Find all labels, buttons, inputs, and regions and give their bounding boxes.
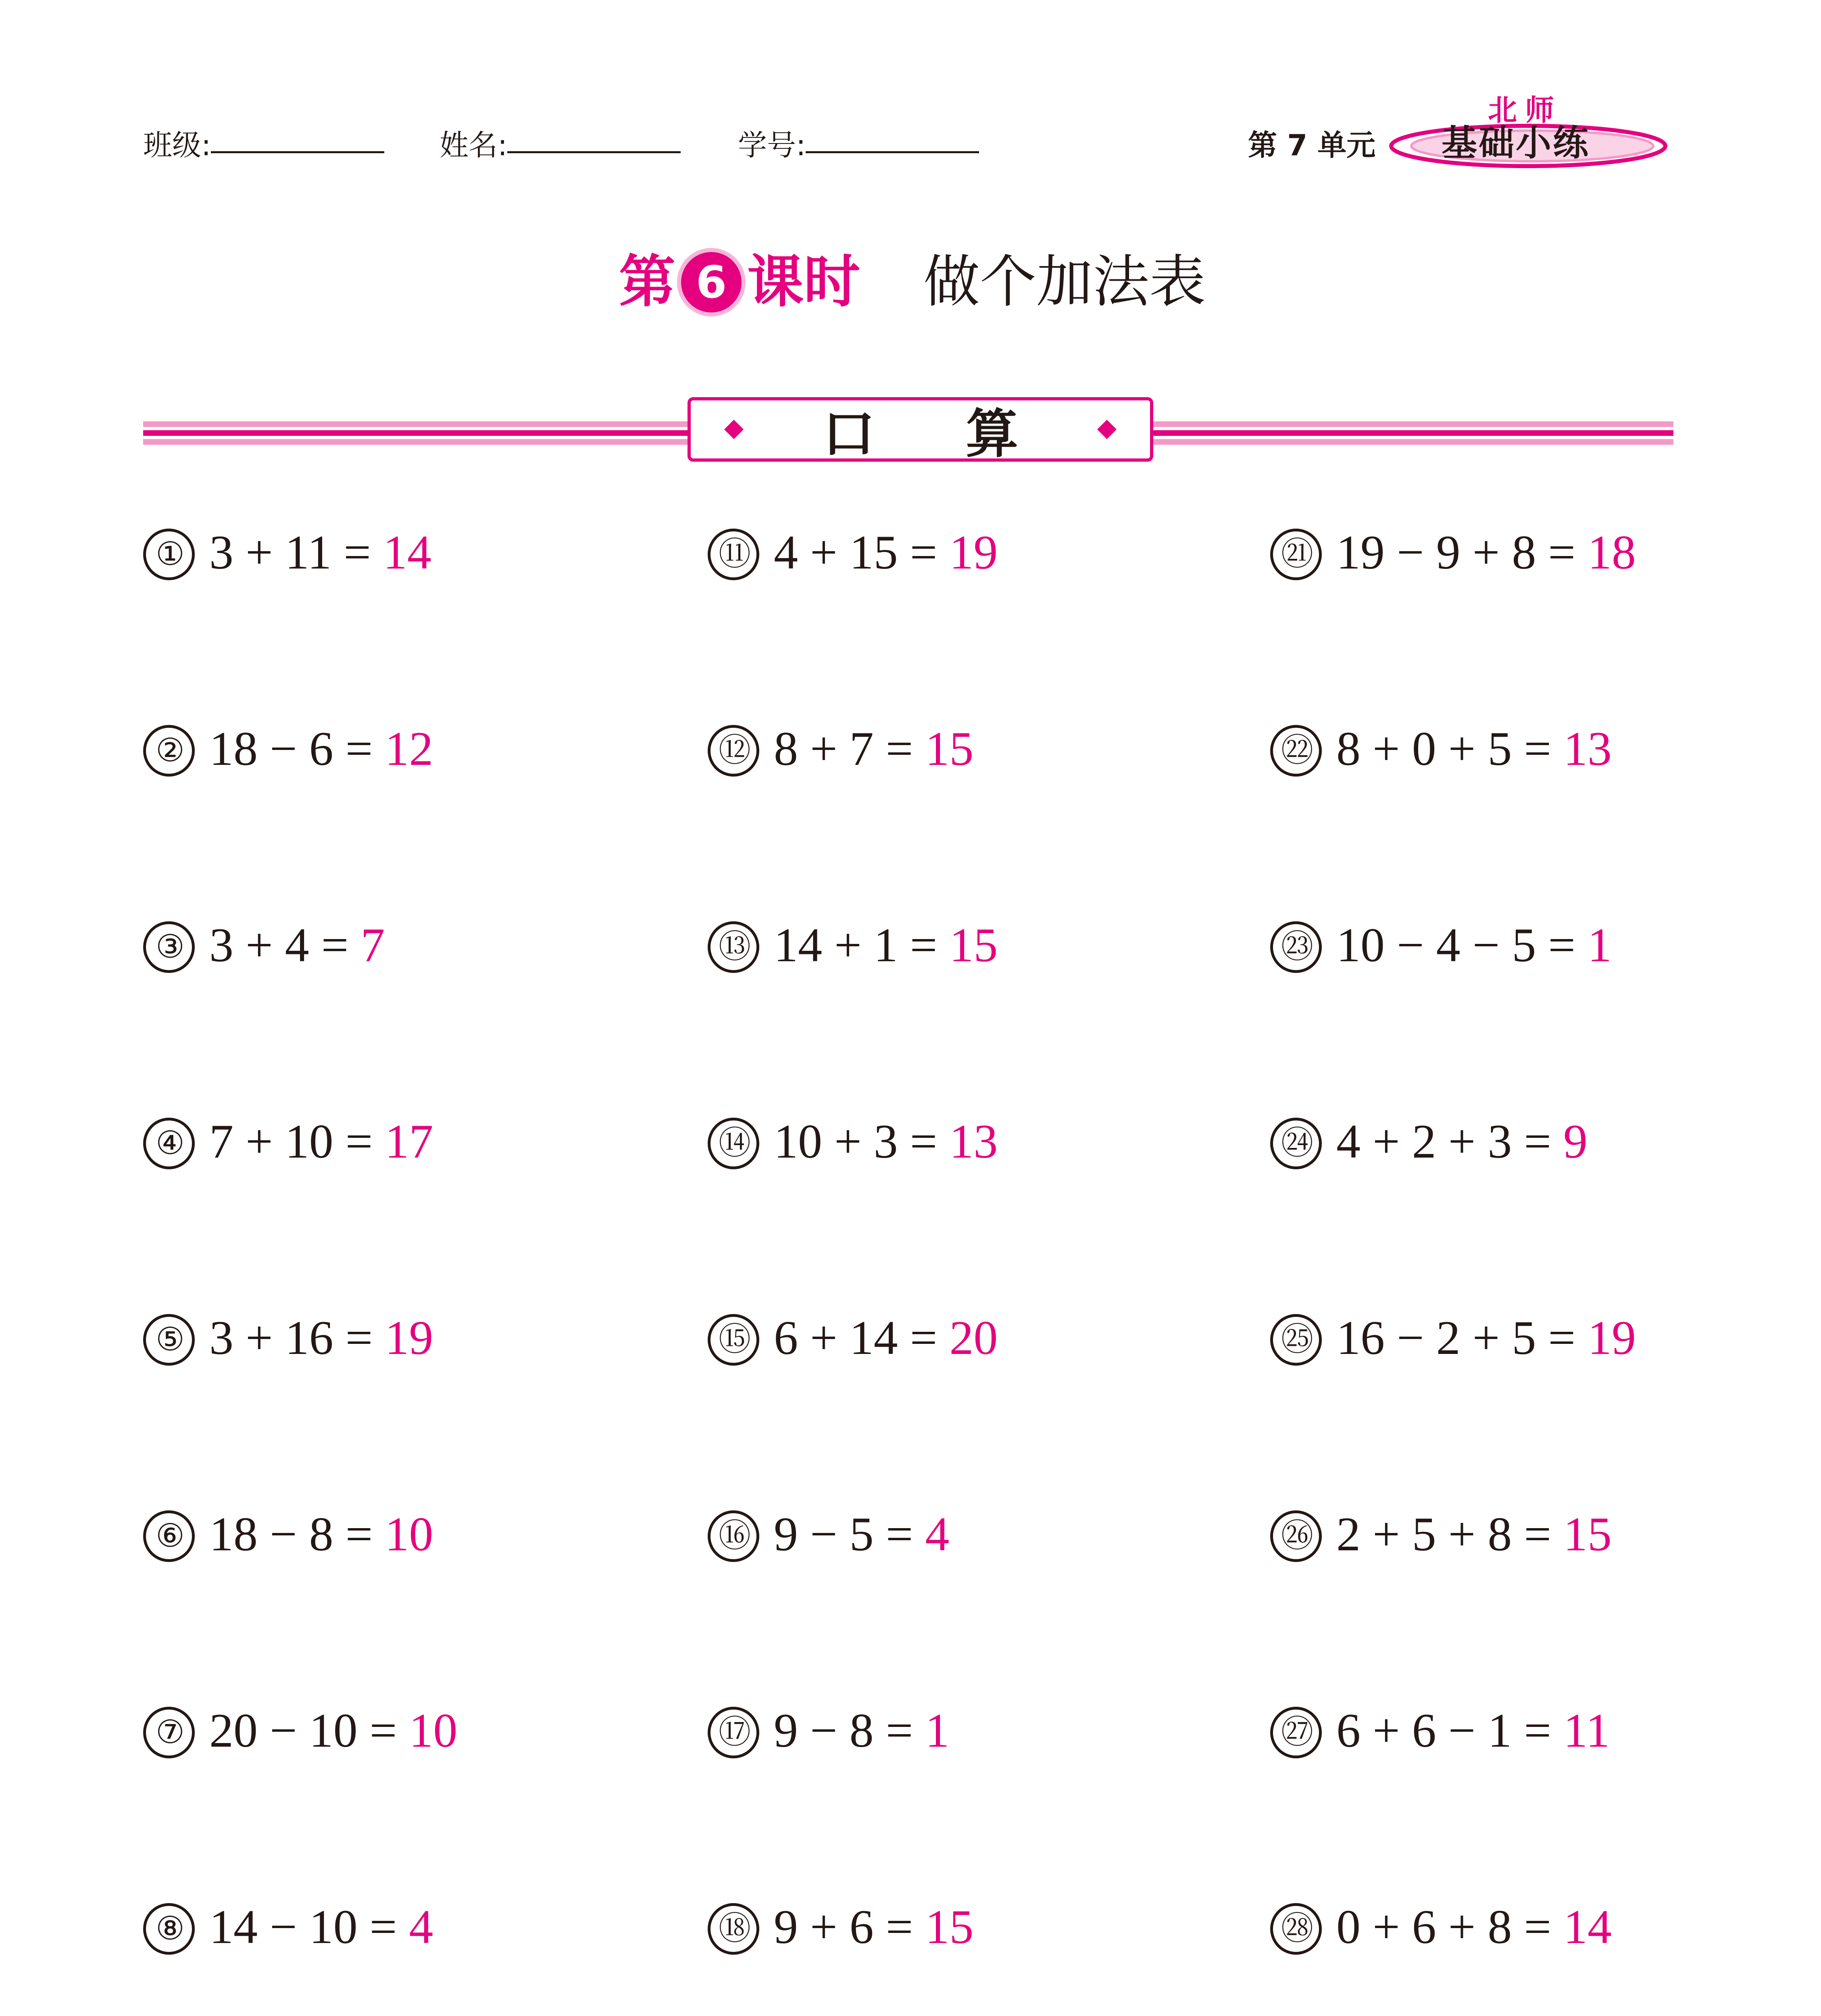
- brand-publisher: 北师: [1488, 93, 1563, 127]
- problem-11: [708, 520, 998, 585]
- problem-number: ㉘: [1270, 1903, 1322, 1955]
- problem-answer[interactable]: 1: [925, 1704, 950, 1757]
- problem-expression: 3 + 4 =: [209, 918, 349, 972]
- problem-answer[interactable]: 9: [1563, 1114, 1588, 1168]
- problem-answer[interactable]: 15: [925, 722, 974, 775]
- banner-line-right: [1149, 421, 1673, 446]
- problem-number: ⑧: [143, 1903, 195, 1955]
- problem-expression: 20 − 10 =: [209, 1704, 397, 1757]
- problem-3: [143, 913, 385, 977]
- problem-answer[interactable]: 10: [409, 1704, 458, 1757]
- lesson-prefix-2: 课时: [747, 249, 860, 315]
- problem-expression: 8 + 0 + 5 =: [1336, 722, 1552, 775]
- problem-expression: 4 + 2 + 3 =: [1336, 1114, 1552, 1168]
- problem-expression: 9 − 5 =: [774, 1507, 913, 1561]
- problem-number: ⑰: [708, 1707, 759, 1758]
- problem-expression: 10 + 3 =: [774, 1114, 938, 1168]
- problem-7: [143, 1698, 457, 1763]
- problem-number: ㉖: [1270, 1510, 1322, 1562]
- brand-name: 基础小练: [1442, 122, 1590, 164]
- problem-number: ㉓: [1270, 921, 1322, 973]
- problem-expression: 2 + 5 + 8 =: [1336, 1507, 1552, 1561]
- problem-answer[interactable]: 14: [383, 525, 431, 579]
- problem-15: [708, 1306, 998, 1370]
- problem-14: [708, 1109, 998, 1174]
- problem-expression: 9 + 6 =: [774, 1900, 913, 1954]
- student-id-label: 学号:: [738, 128, 806, 162]
- section-banner: [688, 397, 1153, 462]
- problem-answer[interactable]: 11: [1563, 1704, 1610, 1757]
- diamond-icon-left: [724, 420, 744, 439]
- problem-number: ㉑: [1270, 529, 1322, 580]
- problem-answer[interactable]: 12: [385, 722, 433, 775]
- problem-answer[interactable]: 4: [409, 1900, 433, 1954]
- lesson-title: 做个加法表: [923, 249, 1206, 315]
- class-blank[interactable]: [211, 127, 384, 153]
- problem-23: [1270, 913, 1612, 977]
- problem-16: [708, 1502, 949, 1566]
- problem-number: ㉕: [1270, 1314, 1322, 1366]
- problem-expression: 18 − 8 =: [209, 1507, 373, 1561]
- lesson-number-badge: 6: [681, 252, 742, 312]
- class-field: [143, 127, 384, 163]
- problem-expression: 3 + 11 =: [209, 525, 371, 579]
- problem-number: ②: [143, 725, 195, 777]
- problem-answer[interactable]: 15: [949, 918, 998, 972]
- name-label: 姓名:: [440, 128, 508, 162]
- problem-answer[interactable]: 4: [925, 1507, 950, 1561]
- problem-expression: 19 − 9 + 8 =: [1336, 525, 1576, 579]
- lesson-prefix-1: 第: [619, 249, 676, 315]
- problem-number: ⑦: [143, 1707, 195, 1758]
- problem-5: [143, 1306, 433, 1370]
- problem-expression: 4 + 15 =: [774, 525, 938, 579]
- problem-answer[interactable]: 15: [925, 1900, 974, 1954]
- problem-answer[interactable]: 17: [385, 1114, 433, 1168]
- problem-expression: 0 + 6 + 8 =: [1336, 1900, 1552, 1954]
- problem-answer[interactable]: 18: [1588, 525, 1636, 579]
- problem-27: [1270, 1698, 1610, 1763]
- problem-number: ⑮: [708, 1314, 759, 1366]
- problem-expression: 7 + 10 =: [209, 1114, 373, 1168]
- banner-line-left: [143, 421, 692, 446]
- problem-expression: 6 + 6 − 1 =: [1336, 1704, 1552, 1757]
- problem-25: [1270, 1306, 1636, 1370]
- problem-answer[interactable]: 14: [1563, 1900, 1612, 1954]
- problem-expression: 8 + 7 =: [774, 722, 913, 775]
- problem-expression: 10 − 4 − 5 =: [1336, 918, 1576, 972]
- problem-number: ③: [143, 921, 195, 973]
- problem-24: [1270, 1109, 1588, 1174]
- class-label: 班级:: [143, 128, 211, 162]
- problem-number: ⑬: [708, 921, 759, 973]
- problem-2: [143, 716, 433, 781]
- lesson-label: [619, 250, 860, 314]
- problem-18: [708, 1895, 973, 1959]
- unit-label: 第 7 单元: [1248, 128, 1376, 162]
- problem-answer[interactable]: 20: [949, 1311, 998, 1364]
- problem-17: [708, 1698, 949, 1763]
- problem-answer[interactable]: 13: [1563, 722, 1612, 775]
- problem-answer[interactable]: 19: [385, 1311, 433, 1364]
- problem-number: ⑱: [708, 1903, 759, 1955]
- problem-expression: 6 + 14 =: [774, 1311, 938, 1364]
- problem-number: ㉔: [1270, 1118, 1322, 1169]
- problem-answer[interactable]: 13: [949, 1114, 998, 1168]
- problem-number: ㉒: [1270, 725, 1322, 777]
- problem-expression: 14 − 10 =: [209, 1900, 397, 1954]
- problem-number: ㉗: [1270, 1707, 1322, 1758]
- name-field: [440, 127, 681, 163]
- problem-answer[interactable]: 7: [360, 918, 385, 972]
- problem-1: [143, 520, 431, 585]
- problem-number: ⑭: [708, 1118, 759, 1169]
- problem-answer[interactable]: 1: [1588, 918, 1612, 972]
- problem-4: [143, 1109, 433, 1174]
- problem-answer[interactable]: 19: [1588, 1311, 1636, 1364]
- problem-22: [1270, 716, 1612, 781]
- problem-expression: 9 − 8 =: [774, 1704, 913, 1757]
- problem-6: [143, 1502, 433, 1566]
- problem-8: [143, 1895, 433, 1959]
- name-blank[interactable]: [507, 127, 681, 153]
- problem-expression: 18 − 6 =: [209, 722, 373, 775]
- problem-number: ⑫: [708, 725, 759, 777]
- problem-answer[interactable]: 15: [1563, 1507, 1612, 1561]
- problem-number: ④: [143, 1118, 195, 1169]
- problem-28: [1270, 1895, 1612, 1959]
- diamond-icon-right: [1097, 420, 1117, 439]
- problem-answer[interactable]: 19: [949, 525, 998, 579]
- problem-number: ⑥: [143, 1510, 195, 1562]
- problem-answer[interactable]: 10: [385, 1507, 433, 1561]
- student-id-blank[interactable]: [806, 127, 979, 153]
- section-title: 口 算: [822, 403, 1055, 464]
- problem-number: ①: [143, 529, 195, 580]
- problem-expression: 16 − 2 + 5 =: [1336, 1311, 1576, 1364]
- problem-21: [1270, 520, 1636, 585]
- problem-12: [708, 716, 973, 781]
- problem-26: [1270, 1502, 1612, 1566]
- problem-number: ⑯: [708, 1510, 759, 1562]
- problem-expression: 3 + 16 =: [209, 1311, 373, 1364]
- problem-number: ⑪: [708, 529, 759, 580]
- problem-expression: 14 + 1 =: [774, 918, 938, 972]
- problem-13: [708, 913, 998, 977]
- problem-number: ⑤: [143, 1314, 195, 1366]
- student-id-field: [738, 127, 979, 163]
